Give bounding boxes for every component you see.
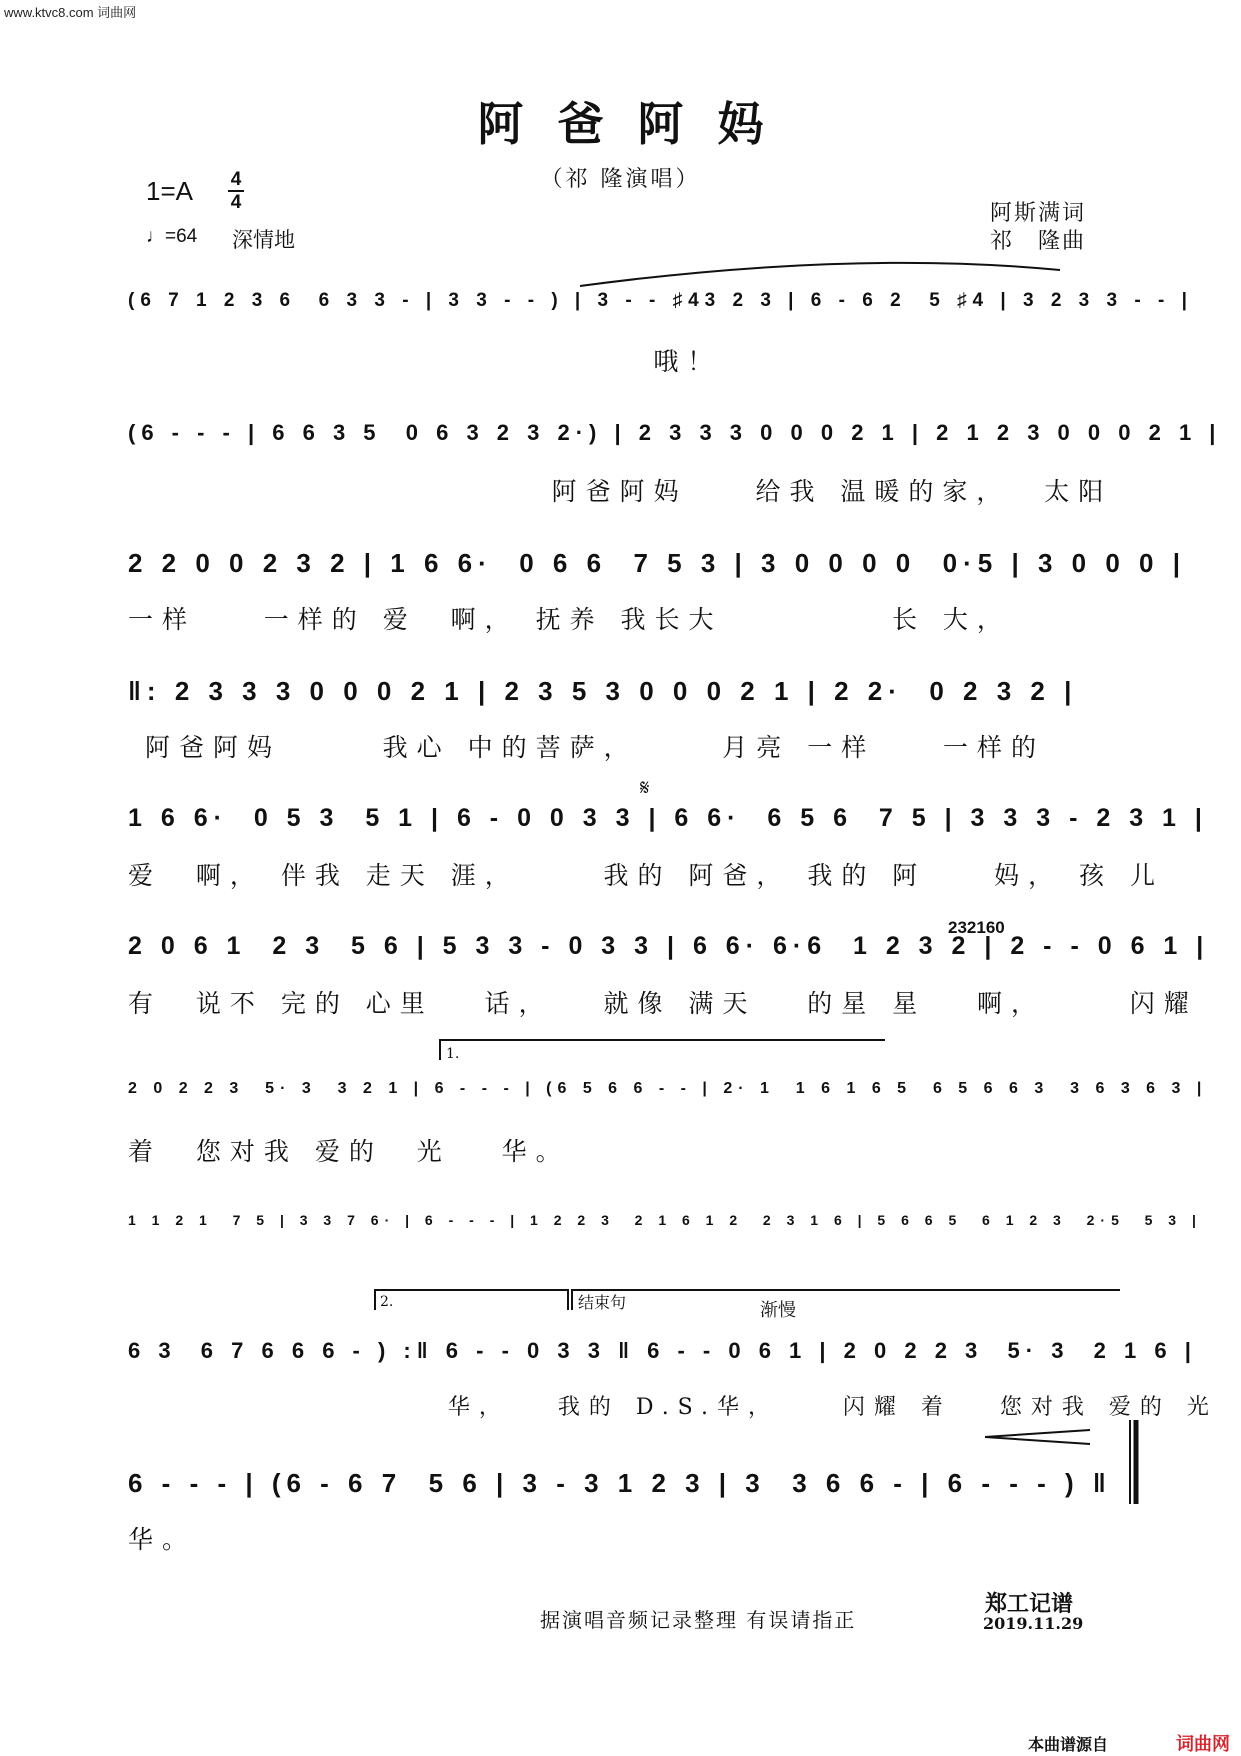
volta-1-bracket <box>440 1040 885 1060</box>
composer-credit: 祁 隆曲 <box>990 229 1087 254</box>
notation-line: 2 0 6 1 2 3 5 6 | 5 3 3 - 0 3 3 | 6 6· 6·6 1 2 3 2 | 2 - - 0 6 1 | <box>128 932 1210 960</box>
lyric-line: 有 说不 完的 心里 话， 就像 满天 的星 星 啊， 闪耀 <box>128 989 1198 1018</box>
source-site[interactable]: 词曲网 <box>1176 1734 1230 1754</box>
performer-subtitle: （祁 隆演唱） <box>540 167 701 192</box>
notation-line: (6 7 1 2 3 6 6 3 3 - | 3 3 - - ) | 3 - - ♯43 2 3 | 6 - 6 2 5 ♯4 | 3 2 3 3 - - | <box>128 290 1193 311</box>
key-signature: 1=A <box>146 176 193 206</box>
volta-2-bracket <box>375 1290 568 1310</box>
transcription-note: 据演唱音频记录整理 有误请指正 <box>540 1608 857 1632</box>
ritardando-label: 渐慢 <box>760 1300 796 1321</box>
grace-note-group: 232160 <box>948 918 1005 937</box>
segno-icon: 𝄋 <box>640 776 650 801</box>
site-url[interactable]: www.ktvc8.com 词曲网 <box>4 5 137 20</box>
notation-line: 2 0 2 2 3 5· 3 3 2 1 | 6 - - - | (6 5 6 6 - - | 2· 1 1 6 1 6 5 6 5 6 6 3 3 6 3 6 3 | <box>128 1080 1208 1097</box>
notation-line: 1 6 6· 0 5 3 5 1 | 6 - 0 0 3 3 | 6 6· 6 5 6 7 5 | 3 3 3 - 2 3 1 | <box>128 804 1208 832</box>
transcriber-signature: 郑工记谱 <box>985 1591 1074 1616</box>
lyric-line: 爱 啊， 伴我 走天 涯， 我的 阿爸， 我的 阿 妈， 孩 儿 <box>128 861 1164 890</box>
ending-bracket <box>572 1290 1120 1310</box>
diminuendo-hairpin <box>985 1430 1090 1444</box>
phrase-slur <box>580 263 1060 286</box>
ending-label: 结束句 <box>578 1293 627 1312</box>
song-title: 阿爸阿妈 <box>477 97 798 151</box>
notation-line: 6 - - - | (6 - 6 7 5 6 | 3 - 3 1 2 3 | 3 3 6 6 - | 6 - - - ) ‖ <box>128 1468 1112 1498</box>
lyricist-credit: 阿斯满词 <box>990 201 1087 226</box>
lyric-line: 阿爸阿妈 我心 中的菩萨， 月亮 一样 一样的 <box>128 733 1046 762</box>
lyric-line: 阿爸阿妈 给我 温暖的家， 太阳 <box>128 477 1113 506</box>
tempo-mark: ♩=64 <box>146 226 198 247</box>
lyric-line: 着 您对我 爱的 光 华。 <box>128 1137 570 1166</box>
transcription-date: 2019.11.29 <box>983 1614 1084 1633</box>
lyric-line: 哦！ <box>128 347 722 376</box>
lyric-line: 华。 <box>128 1525 197 1554</box>
notation-line: 1 1 2 1 7 5 | 3 3 7 6· | 6 - - - | 1 2 2 3 2 1 6 1 2 2 3 1 6 | 5 6 6 5 6 1 2 3 2·5 5 3 | <box>128 1212 1202 1228</box>
notation-line: ‖: 2 3 3 3 0 0 0 2 1 | 2 3 5 3 0 0 0 2 1 | 2 2· 0 2 3 2 | <box>128 676 1078 706</box>
lyric-line: 华， 我的 D.S.华， 闪耀 着 您对我 爱的 光 <box>128 1395 1218 1420</box>
expression-mark: 深情地 <box>232 228 295 252</box>
meter-bottom: 4 <box>230 192 242 213</box>
volta-2-label: 2. <box>380 1294 394 1310</box>
meter-top: 4 <box>230 169 242 190</box>
notation-line: (6 - - - | 6 6 3 5 0 6 3 2 3 2·) | 2 3 3 3 0 0 0 2 1 | 2 1 2 3 0 0 0 2 1 | <box>128 420 1222 445</box>
lyric-line: 一样 一样的 爱 啊， 抚养 我长大 长 大， <box>128 605 1011 634</box>
source-label: 本曲谱源自 <box>1028 1737 1109 1754</box>
notation-line: 6 3 6 7 6 6 6 - ) :‖ 6 - - 0 3 3 ‖ 6 - - 0 6 1 | 2 0 2 2 3 5· 3 2 1 6 | <box>128 1338 1197 1363</box>
volta-1-label: 1. <box>446 1046 460 1062</box>
notation-line: 2 2 0 0 2 3 2 | 1 6 6· 0 6 6 7 5 3 | 3 0 0 0 0 0·5 | 3 0 0 0 | <box>128 548 1186 578</box>
